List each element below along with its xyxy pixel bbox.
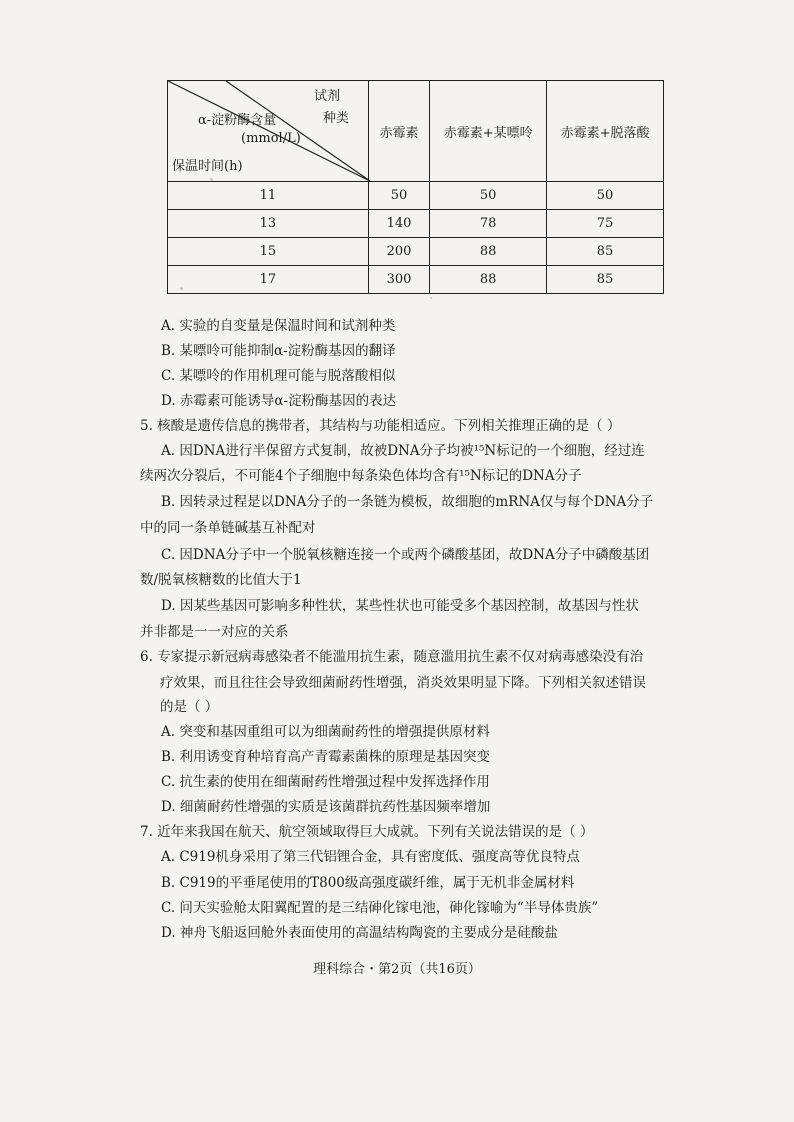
cell-time: 11 [168, 182, 369, 210]
diag-reagent-label: 试剂 [314, 89, 341, 104]
table-row [168, 210, 664, 238]
diag-time-label: 保温时间(h) [172, 159, 243, 174]
page-footer: 理科综合・第2页（共16页） [313, 962, 481, 977]
scan-speck [430, 297, 432, 299]
q5-option-c: C. 因DNA分子中一个脱氧核糖连接一个或两个磷酸基团，故DNA分子中磷酸基团 [161, 547, 650, 563]
cell-value: 78 [430, 210, 547, 238]
diag-type-label: 种类 [323, 111, 350, 126]
q6-stem: 6. 专家提示新冠病毒感染者不能滥用抗生素，随意滥用抗生素不仅对病毒感染没有治 [140, 649, 644, 665]
q5-option-d: D. 因某些基因可影响多种性状，某些性状也可能受多个基因控制，故基因与性状 [161, 598, 639, 614]
cell-value: 50 [430, 182, 547, 210]
diagonal-header-cell [168, 81, 369, 182]
q7-option-a: A. C919机身采用了第三代铝锂合金，具有密度低、强度高等优良特点 [161, 849, 580, 865]
cell-value: 200 [368, 238, 430, 266]
cell-value: 140 [368, 210, 430, 238]
table-row [168, 238, 664, 266]
cell-value: 50 [368, 182, 430, 210]
col-header-gibberellin-purine: 赤霉素+某嘌呤 [430, 81, 547, 182]
q5-option-a: A. 因DNA进行半保留方式复制，故被DNA分子均被¹⁵N标记的一个细胞，经过连 [161, 443, 645, 459]
table-row [168, 266, 664, 294]
q5-option-c-cont: 数/脱氧核糖数的比值大于1 [140, 572, 302, 588]
q6-option-b: B. 利用诱变育种培育高产青霉素菌株的原理是基因突变 [161, 749, 491, 765]
q4-option-d: D. 赤霉素可能诱导α-淀粉酶基因的表达 [161, 393, 397, 409]
amylase-table [167, 80, 664, 294]
cell-value: 88 [430, 266, 547, 294]
diag-unit-label: (mmol/L) [241, 131, 301, 146]
table-header-row [168, 81, 664, 182]
cell-value: 85 [547, 266, 664, 294]
q5-option-b: B. 因转录过程是以DNA分子的一条链为模板，故细胞的mRNA仅与每个DNA分子 [161, 494, 654, 510]
cell-time: 13 [168, 210, 369, 238]
cell-time: 15 [168, 238, 369, 266]
q7-option-c: C. 问天实验舱太阳翼配置的是三结砷化镓电池，砷化镓喻为“半导体贵族” [161, 900, 599, 916]
q5-option-d-cont: 并非都是一一对应的关系 [140, 624, 289, 640]
q4-option-c: C. 某嘌呤的作用机理可能与脱落酸相似 [161, 368, 396, 384]
cell-value: 300 [368, 266, 430, 294]
cell-time: 17 [168, 266, 369, 294]
q7-stem: 7. 近年来我国在航天、航空领域取得巨大成就。下列有关说法错误的是（ ） [140, 824, 594, 840]
q5-stem: 5. 核酸是遗传信息的携带者，其结构与功能相适应。下列相关推理正确的是（ ） [140, 418, 621, 434]
q6-stem-end: 的是（ ） [160, 699, 219, 715]
q4-option-b: B. 某嘌呤可能抑制α-淀粉酶基因的翻译 [161, 343, 396, 359]
cell-value: 75 [547, 210, 664, 238]
q6-stem-cont: 疗效果，而且往往会导致细菌耐药性增强，消炎效果明显下降。下列相关叙述错误 [160, 675, 646, 691]
q6-option-c: C. 抗生素的使用在细菌耐药性增强过程中发挥选择作用 [161, 774, 490, 790]
cell-value: 85 [547, 238, 664, 266]
table-row [168, 182, 664, 210]
q7-option-d: D. 神舟飞船返回舱外表面使用的高温结构陶瓷的主要成分是硅酸盐 [161, 925, 558, 941]
cell-value: 88 [430, 238, 547, 266]
cell-value: 50 [547, 182, 664, 210]
q7-option-b: B. C919的平垂尾使用的T800级高强度碳纤维，属于无机非金属材料 [161, 875, 575, 891]
q6-option-a: A. 突变和基因重组可以为细菌耐药性的增强提供原材料 [161, 724, 490, 740]
q5-option-b-cont: 中的同一条单链碱基互补配对 [140, 520, 316, 536]
q5-option-a-cont: 续两次分裂后，不可能4个子细胞中每条染色体均含有¹⁵N标记的DNA分子 [140, 468, 582, 484]
q4-option-a: A. 实验的自变量是保温时间和试剂种类 [161, 318, 396, 334]
diag-amylase-label: α-淀粉酶含量 [198, 113, 277, 128]
q6-option-d: D. 细菌耐药性增强的实质是该菌群抗药性基因频率增加 [161, 799, 491, 815]
col-header-gibberellin-aba: 赤霉素+脱落酸 [547, 81, 664, 182]
col-header-gibberellin: 赤霉素 [368, 81, 430, 182]
